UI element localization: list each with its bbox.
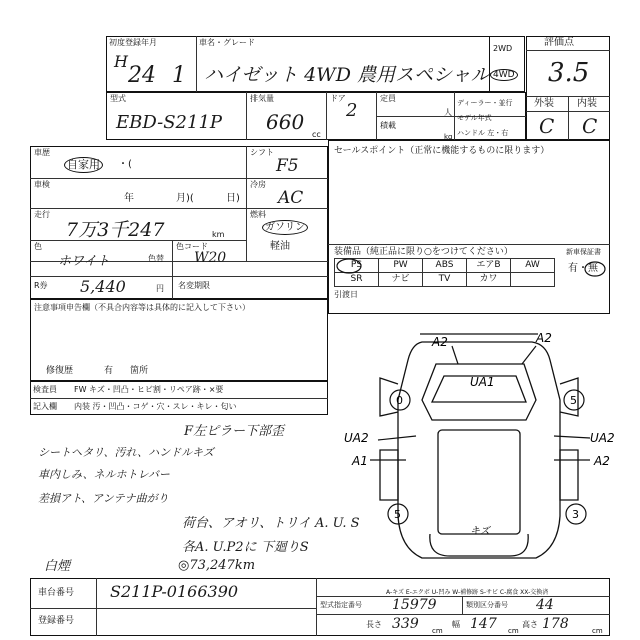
type-number-label: 型式指定番号 <box>320 601 362 609</box>
entry-label: 記入欄 <box>33 402 57 411</box>
color-num-label: 色替 <box>148 254 164 263</box>
class-number: 44 <box>536 597 554 613</box>
equip-pw: PW <box>379 259 423 273</box>
repair-tail: 箇所 <box>130 366 149 376</box>
divider <box>246 146 247 261</box>
chassis-number: S211P-0166390 <box>110 582 239 601</box>
height-label: 高さ <box>522 620 538 629</box>
name-change-label: 名変期限 <box>178 281 210 290</box>
divider <box>316 596 610 597</box>
sales-point-title: セールスポイント（正常に機能するものに限ります） <box>334 146 550 156</box>
divider <box>196 36 197 92</box>
notes-label: 注意事項申告欄（不具合内容等は具体的に記入して下さい） <box>34 303 250 312</box>
fuel-label: 燃料 <box>250 210 266 219</box>
note-line-3: 差損アト、アンテナ曲がり <box>38 492 169 505</box>
new-car-warranty-label: 新車保証書 <box>566 248 601 256</box>
capacity-unit: 人 <box>444 108 452 117</box>
ac-label: 冷房 <box>250 180 266 189</box>
equip-blank <box>511 273 555 287</box>
fuel-diesel: 軽油 <box>270 241 290 252</box>
divider <box>328 244 610 245</box>
width: 147 <box>470 616 497 632</box>
tax-label: R券 <box>34 281 48 290</box>
width-label: 幅 <box>452 620 460 629</box>
car-name-label: 車名・グレード <box>199 38 255 47</box>
cc-unit: cc <box>312 130 321 139</box>
reg-year: 24 <box>128 63 156 88</box>
cab-outline <box>422 364 536 420</box>
day-unit: 日) <box>226 193 240 204</box>
bed-outline <box>438 430 520 534</box>
equipment-title: 装備品（純正品に限り○をつけてください） <box>334 247 513 257</box>
mark-left-1: UA2 <box>344 431 369 445</box>
displacement: 660 <box>266 110 305 134</box>
damage-legend: A-キズ E-エクボ U-凹み W-補修跡 S-サビ C-腐食 XX-交換済 <box>386 589 549 596</box>
type-number: 15979 <box>392 597 437 613</box>
mark-center: UA1 <box>470 375 495 389</box>
year-unit: 年 <box>124 193 134 204</box>
right-side <box>560 450 578 500</box>
model-code: EBD-S211P <box>116 112 223 133</box>
model-label: 型式 <box>110 94 126 103</box>
capacity-label: 定員 <box>380 94 396 103</box>
leader-ua2-left <box>378 436 416 440</box>
note-line-4: 荷台、アオリ、トリイ A. U. S <box>182 516 360 531</box>
inspector-note: F左ピラー下部歪 <box>184 424 285 439</box>
width-unit: cm <box>508 627 519 635</box>
divider <box>316 578 317 636</box>
month-unit: 月)( <box>176 193 194 204</box>
inspection-label: 車検 <box>34 180 50 189</box>
reg-month: 1 <box>172 63 186 88</box>
displacement-label: 排気量 <box>250 94 274 103</box>
load-label: 積載 <box>380 121 396 130</box>
color-code-label: 色コード <box>176 242 208 251</box>
divider <box>246 92 247 140</box>
note-line-1: シートヘタリ、汚れ、ハンドルキズ <box>38 446 214 459</box>
car-name: ハイゼット 4WD 農用スペシャル <box>204 64 490 86</box>
height-unit: cm <box>592 627 603 635</box>
equip-sr: SR <box>335 273 379 287</box>
drive-2wd: 2WD <box>493 44 513 53</box>
leader-a2-left <box>452 346 458 364</box>
equip-aw: AW <box>511 259 555 273</box>
divider <box>326 92 327 140</box>
equipment-grid <box>334 258 555 287</box>
exterior-label: 外装 <box>534 98 554 109</box>
divider <box>246 178 328 179</box>
interior-label: 内装 <box>577 98 597 109</box>
equip-ps: PS <box>335 259 379 273</box>
color-label: 色 <box>34 242 42 251</box>
wheel-fl-value: 0 <box>396 394 403 407</box>
tax: 5,440 <box>80 277 126 296</box>
delivery-date-label: 引渡日 <box>334 290 358 299</box>
ps-circle <box>336 258 362 274</box>
mark-left-2: A1 <box>352 454 368 468</box>
equip-tv: TV <box>423 273 467 287</box>
divider <box>568 96 569 140</box>
mileage-label: 走行 <box>34 210 50 219</box>
mileage-note: ◎73,247km <box>178 558 256 573</box>
warranty-none-circle <box>584 261 606 277</box>
mark-top-left: A2 <box>432 335 448 349</box>
repair-label: 修復歴 <box>46 366 74 376</box>
registration-label: 登録番号 <box>38 616 75 626</box>
reg-date-label: 初度登録年月 <box>109 38 157 47</box>
history-label: 車歴 <box>34 148 50 157</box>
repair-yes: 有 <box>104 366 114 376</box>
mark-rear: キズ <box>470 526 490 537</box>
drive-4wd: 4WD <box>490 69 518 81</box>
era: H <box>114 52 128 71</box>
yen-unit: 円 <box>156 284 164 293</box>
model-year-label: モデル年式 <box>457 114 492 122</box>
class-number-label: 類別区分番号 <box>466 601 508 609</box>
color: ホワイト <box>58 254 110 269</box>
sales-section <box>328 140 610 314</box>
wheel-rl-value: 5 <box>394 508 401 521</box>
mileage: 7万3千247 <box>66 219 165 241</box>
equip-navi: ナビ <box>379 273 423 287</box>
score-value: 3.5 <box>548 58 590 88</box>
mark-right-1: UA2 <box>590 431 615 445</box>
shift-label: シフト <box>250 148 274 157</box>
load-unit: kg <box>444 133 453 141</box>
fuel-gasoline: ガソリン <box>262 220 308 235</box>
height: 178 <box>542 616 569 632</box>
ac: AC <box>278 188 304 208</box>
mark-right-2: A2 <box>594 454 610 468</box>
wheel-rr-value: 3 <box>572 508 579 521</box>
doors: 2 <box>346 100 358 121</box>
mark-top-right: A2 <box>536 331 552 345</box>
divider <box>172 240 173 276</box>
doors-label: ドア <box>330 94 346 103</box>
shift: F5 <box>276 156 299 176</box>
equip-leather: カワ <box>467 273 511 287</box>
dealer-label: ディーラー・並行 <box>457 99 513 107</box>
divider <box>30 398 328 399</box>
inspector-items: FW キズ・凹凸・ヒビ割・リペア跡・×要 <box>74 385 224 394</box>
divider <box>30 208 328 209</box>
divider <box>316 614 610 615</box>
history-tail: ・( <box>118 159 132 170</box>
interior-grade: C <box>582 114 598 138</box>
leader-a2-right <box>522 346 536 364</box>
equip-airbag: エアB <box>467 259 511 273</box>
color-code: W20 <box>194 250 227 266</box>
note-line-5: 各A. U.P2に 下廻りS <box>182 540 309 555</box>
note-line-6: 白煙 <box>44 559 71 574</box>
score-label: 評価点 <box>544 37 574 48</box>
note-line-2: 車内しみ、ネルホトレバー <box>38 468 170 481</box>
inspector-label: 検査員 <box>33 385 57 394</box>
length: 339 <box>392 616 419 632</box>
km-unit: km <box>212 230 225 239</box>
chassis-label: 車台番号 <box>38 588 75 598</box>
wheel-fr-value: 5 <box>570 394 577 407</box>
handle-label: ハンドル 左・右 <box>457 129 509 137</box>
car-diagram <box>340 320 620 580</box>
divider <box>96 578 97 636</box>
entry-items: 内装 汚・凹凸・コゲ・穴・スレ・キレ・匂い <box>74 402 237 411</box>
new-car-warranty: 有・無 <box>568 263 598 274</box>
length-label: 長さ <box>366 620 382 629</box>
tailgate <box>430 534 528 556</box>
left-side <box>380 450 398 500</box>
divider <box>526 50 610 51</box>
equip-abs: ABS <box>423 259 467 273</box>
length-unit: cm <box>432 627 443 635</box>
divider <box>172 276 173 299</box>
divider <box>30 178 246 179</box>
divider <box>462 596 463 614</box>
history-value: 自家用 <box>64 157 103 173</box>
divider <box>30 276 328 277</box>
divider <box>30 608 316 609</box>
exterior-grade: C <box>539 114 555 138</box>
